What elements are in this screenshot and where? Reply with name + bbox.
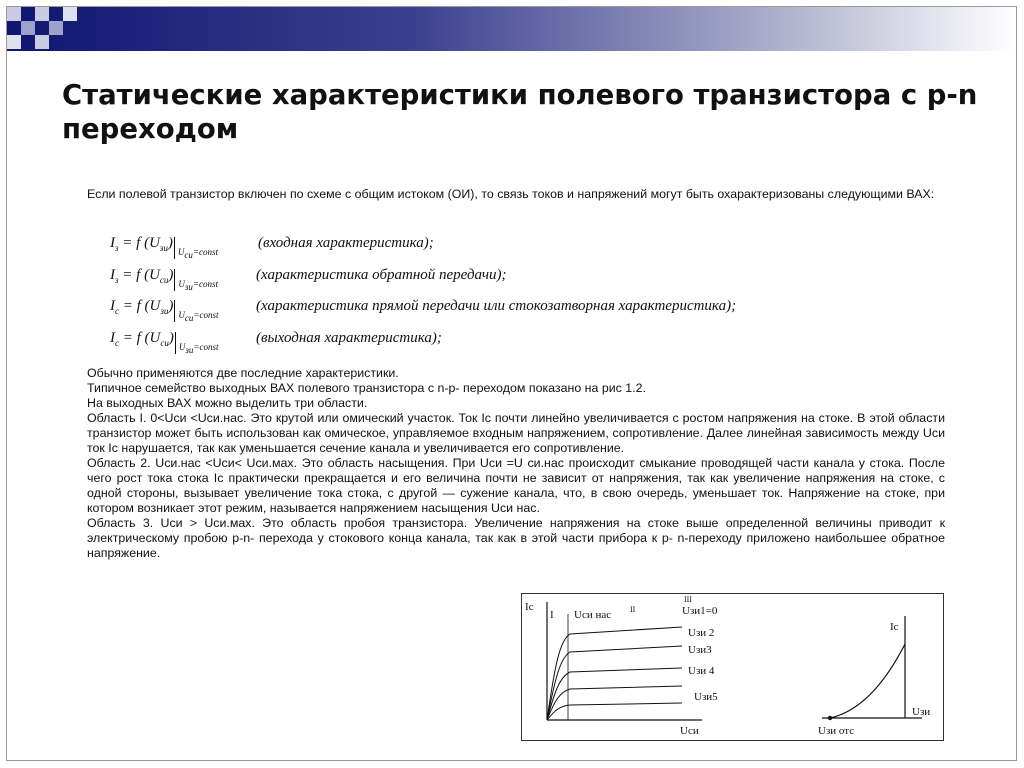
formula-cond-tail: =const <box>192 247 218 257</box>
paragraph: Обычно применяются две последние характеристики. <box>87 366 399 380</box>
intro-text: Если полевой транзистор включен по схеме с общим истоком (ОИ), то связь токов и напряжений могут быть охарактеризованы следующими ВАХ: <box>87 187 935 201</box>
cutoff-point <box>828 716 832 720</box>
formula-cond-tail: =const <box>193 342 219 352</box>
region-label-3: III <box>684 595 692 604</box>
formula-output-characteristic: $I_с = f$ $(U_{си})U_{зи}=const$ (выходная характеристика); <box>110 330 442 355</box>
body-text <box>87 366 945 561</box>
boundary-label: Uси нас <box>574 609 612 621</box>
curve-uzi5 <box>547 703 682 720</box>
formula-sub: с <box>115 306 119 316</box>
paragraph-region-3: Область 3. Uси > Uси.мах. Это область пробоя транзистора. Увеличение напряжения на стоке выше определенной величины приводит к электрическому пробою p-n- перехода у стокового конца канала, так как в этой части прибора к p- n-переходу приложено наибольшее обратное напряжение. <box>87 516 945 560</box>
left-x-label: Uси <box>680 725 699 737</box>
paragraph-region-2: Область 2. Uси.нас <Uси< Uси.мах. Это область насыщения. При Uси =U си.нас происходит смыкание проводящей части канала у стока. После чего рост тока стока Iс практически прекращается и его величина почти не зависит от напряжения, так как увеличение напряжения на стоке, с одной стороны, вызывает увеличение тока стока, с другой — сужение канала, что, в свою очередь, уменьшает ток. Напряжение на стоке, при котором возникает этот режим, называется напряжением насыщения Uси нас. <box>87 456 945 515</box>
formula-sub: зи <box>159 243 168 253</box>
header-decor-square <box>63 7 77 21</box>
paragraph: Типичное семейство выходных ВАХ полевого транзистора с n-p- переходом показано на рис 1.2. <box>87 381 646 395</box>
paragraph-region-1: Область I. 0<Uси <Uси.нас. Это крутой или омический участок. Ток Iс почти линейно увеличивается с ростом напряжения на стоке. В этой области транзистор может быть использован как омическое, управляемое входным напряжением, сопротивление. Далее линейная зависимость между Uси ток Iс нарушается, так как уменьшается сечение канала и увеличивается его сопротивление. <box>87 411 945 455</box>
curve-uzi3 <box>547 668 682 720</box>
header-gradient-bar <box>7 7 1016 51</box>
figure-svg <box>522 594 943 740</box>
formula-cond-tail: =const <box>193 310 219 320</box>
formula-cond: U <box>178 342 186 352</box>
curve-label-1: Uзи1=0 <box>682 605 718 617</box>
formula-desc: (характеристика прямой передачи или стокозатворная характеристика); <box>256 298 737 314</box>
formula-input-characteristic: $I_з = f$ $(U_{зи})U_{си}=const$ (входная характеристика); <box>110 235 434 260</box>
formula-var: U <box>149 235 160 251</box>
header-decor-square <box>35 7 49 21</box>
formula-sub: з <box>115 275 119 285</box>
formula-cond-sub: зи <box>184 281 193 292</box>
transfer-curve <box>830 644 905 718</box>
formula-reverse-transfer: $I_з = f$ $(U_{си})U_{зи}=const$ (характеристика обратной передачи); <box>110 267 507 292</box>
curve-label-3: Uзи3 <box>688 644 712 656</box>
right-y-label: Iс <box>890 621 899 633</box>
figure-vax <box>521 593 944 741</box>
formula-var: U <box>149 330 161 346</box>
formula-cond: U <box>178 279 185 289</box>
formula-sub: зи <box>160 306 169 316</box>
slide-title: Статические характеристики полевого транзистора с p-n переходом <box>62 79 978 145</box>
header-decor-square <box>49 21 63 35</box>
formula-var: I <box>110 235 115 251</box>
cutoff-label: Uзи отс <box>818 725 855 737</box>
curve-label-5: Uзи5 <box>694 691 718 703</box>
formula-var: I <box>110 330 115 346</box>
curve-label-2: Uзи 2 <box>688 627 715 639</box>
region-label-1: I <box>550 609 554 621</box>
left-y-label: Iс <box>525 601 534 613</box>
formula-desc: (характеристика обратной передачи); <box>256 267 507 283</box>
formula-cond-tail: =const <box>192 279 218 289</box>
formula-sub: з <box>115 243 119 253</box>
formula-var: I <box>110 298 115 314</box>
formula-cond-sub: си <box>184 249 193 260</box>
formula-var: U <box>149 298 161 314</box>
formula-forward-transfer: $I_с = f$ $(U_{зи})U_{си}=const$ (характеристика прямой передачи или стокозатворная характеристика); <box>110 298 737 323</box>
paragraph: На выходных ВАХ можно выделить три области. <box>87 396 368 410</box>
curve-uzi2 <box>547 646 682 720</box>
formula-cond: U <box>177 247 185 257</box>
formula-cond-sub: си <box>184 312 194 323</box>
header-decor-square <box>7 35 21 49</box>
formula-sub: си <box>160 338 169 348</box>
formula-sub: с <box>115 338 119 348</box>
formula-var: U <box>149 267 160 283</box>
curve-label-4: Uзи 4 <box>688 665 715 677</box>
header-decor-square <box>35 35 49 49</box>
formula-cond: U <box>178 310 185 320</box>
formula-sub: си <box>159 275 169 285</box>
right-x-label: Uзи <box>912 706 931 718</box>
header-decor-square <box>21 21 35 35</box>
formula-var: I <box>110 267 115 283</box>
header-decor-square <box>7 7 21 21</box>
formula-desc: (выходная характеристика); <box>256 330 442 346</box>
formula-desc: (входная характеристика); <box>258 235 434 251</box>
formula-cond-sub: зи <box>185 344 194 355</box>
region-label-2: II <box>630 605 636 614</box>
